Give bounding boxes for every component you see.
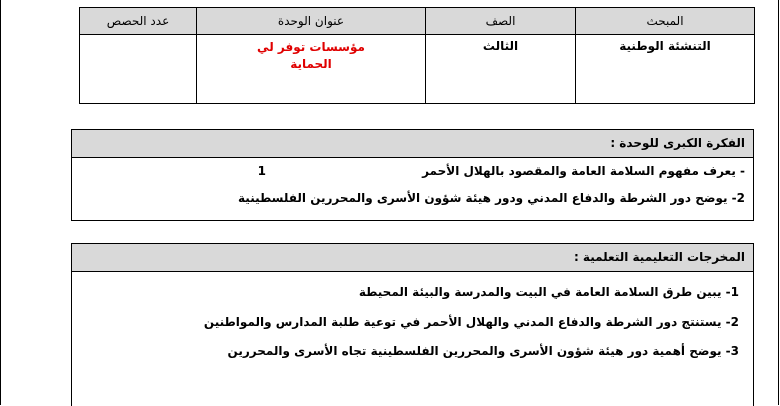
big-idea-item-2: 2- يوضح دور الشرطة والدفاع المدني ودور هيئة شؤون الأسرى والمحررين الفلسطينية <box>238 191 745 205</box>
unit-title-line-1: مؤسسات توفر لي <box>257 40 365 54</box>
subject-header: المبحث <box>576 8 755 35</box>
periods-header: عدد الحصص <box>80 8 197 35</box>
unit-title-header: عنوان الوحدة <box>197 8 426 35</box>
big-idea-item-1: - يعرف مفهوم السلامة العامة والمقصود بالهلال الأحمر <box>422 164 745 178</box>
outcome-item-1: 1- يبين طرق السلامة العامة في البيت والمدرسة والبيئة المحيطة <box>358 285 739 299</box>
page-border-left <box>0 0 1 405</box>
grade-header: الصف <box>426 8 576 35</box>
big-idea-item-number: 1 <box>257 164 266 178</box>
periods-value <box>80 35 197 104</box>
lesson-info-table <box>79 7 755 104</box>
subject-value: التنشئة الوطنية <box>576 35 755 104</box>
outcome-item-2: 2- يستنتج دور الشرطة والدفاع المدني والهلال الأحمر في توعية طلبة المدارس والمواطنين <box>203 315 739 329</box>
lesson-info-values-row <box>80 35 755 104</box>
outcome-item-3: 3- يوضح أهمية دور هيئة شؤون الأسرى والمحررين الفلسطينية تجاه الأسرى والمحررين <box>227 344 739 358</box>
big-idea-box <box>71 129 754 221</box>
unit-title-value <box>197 35 426 104</box>
lesson-info-header-row <box>80 8 755 35</box>
learning-outcomes-box <box>71 243 754 406</box>
learning-outcomes-title: المخرجات التعليمية التعلمية : <box>72 244 753 272</box>
page-border-right <box>778 0 779 405</box>
grade-value: الثالث <box>426 35 576 104</box>
big-idea-title: الفكرة الكبرى للوحدة : <box>72 130 753 158</box>
unit-title-line-2: الحماية <box>290 57 332 71</box>
